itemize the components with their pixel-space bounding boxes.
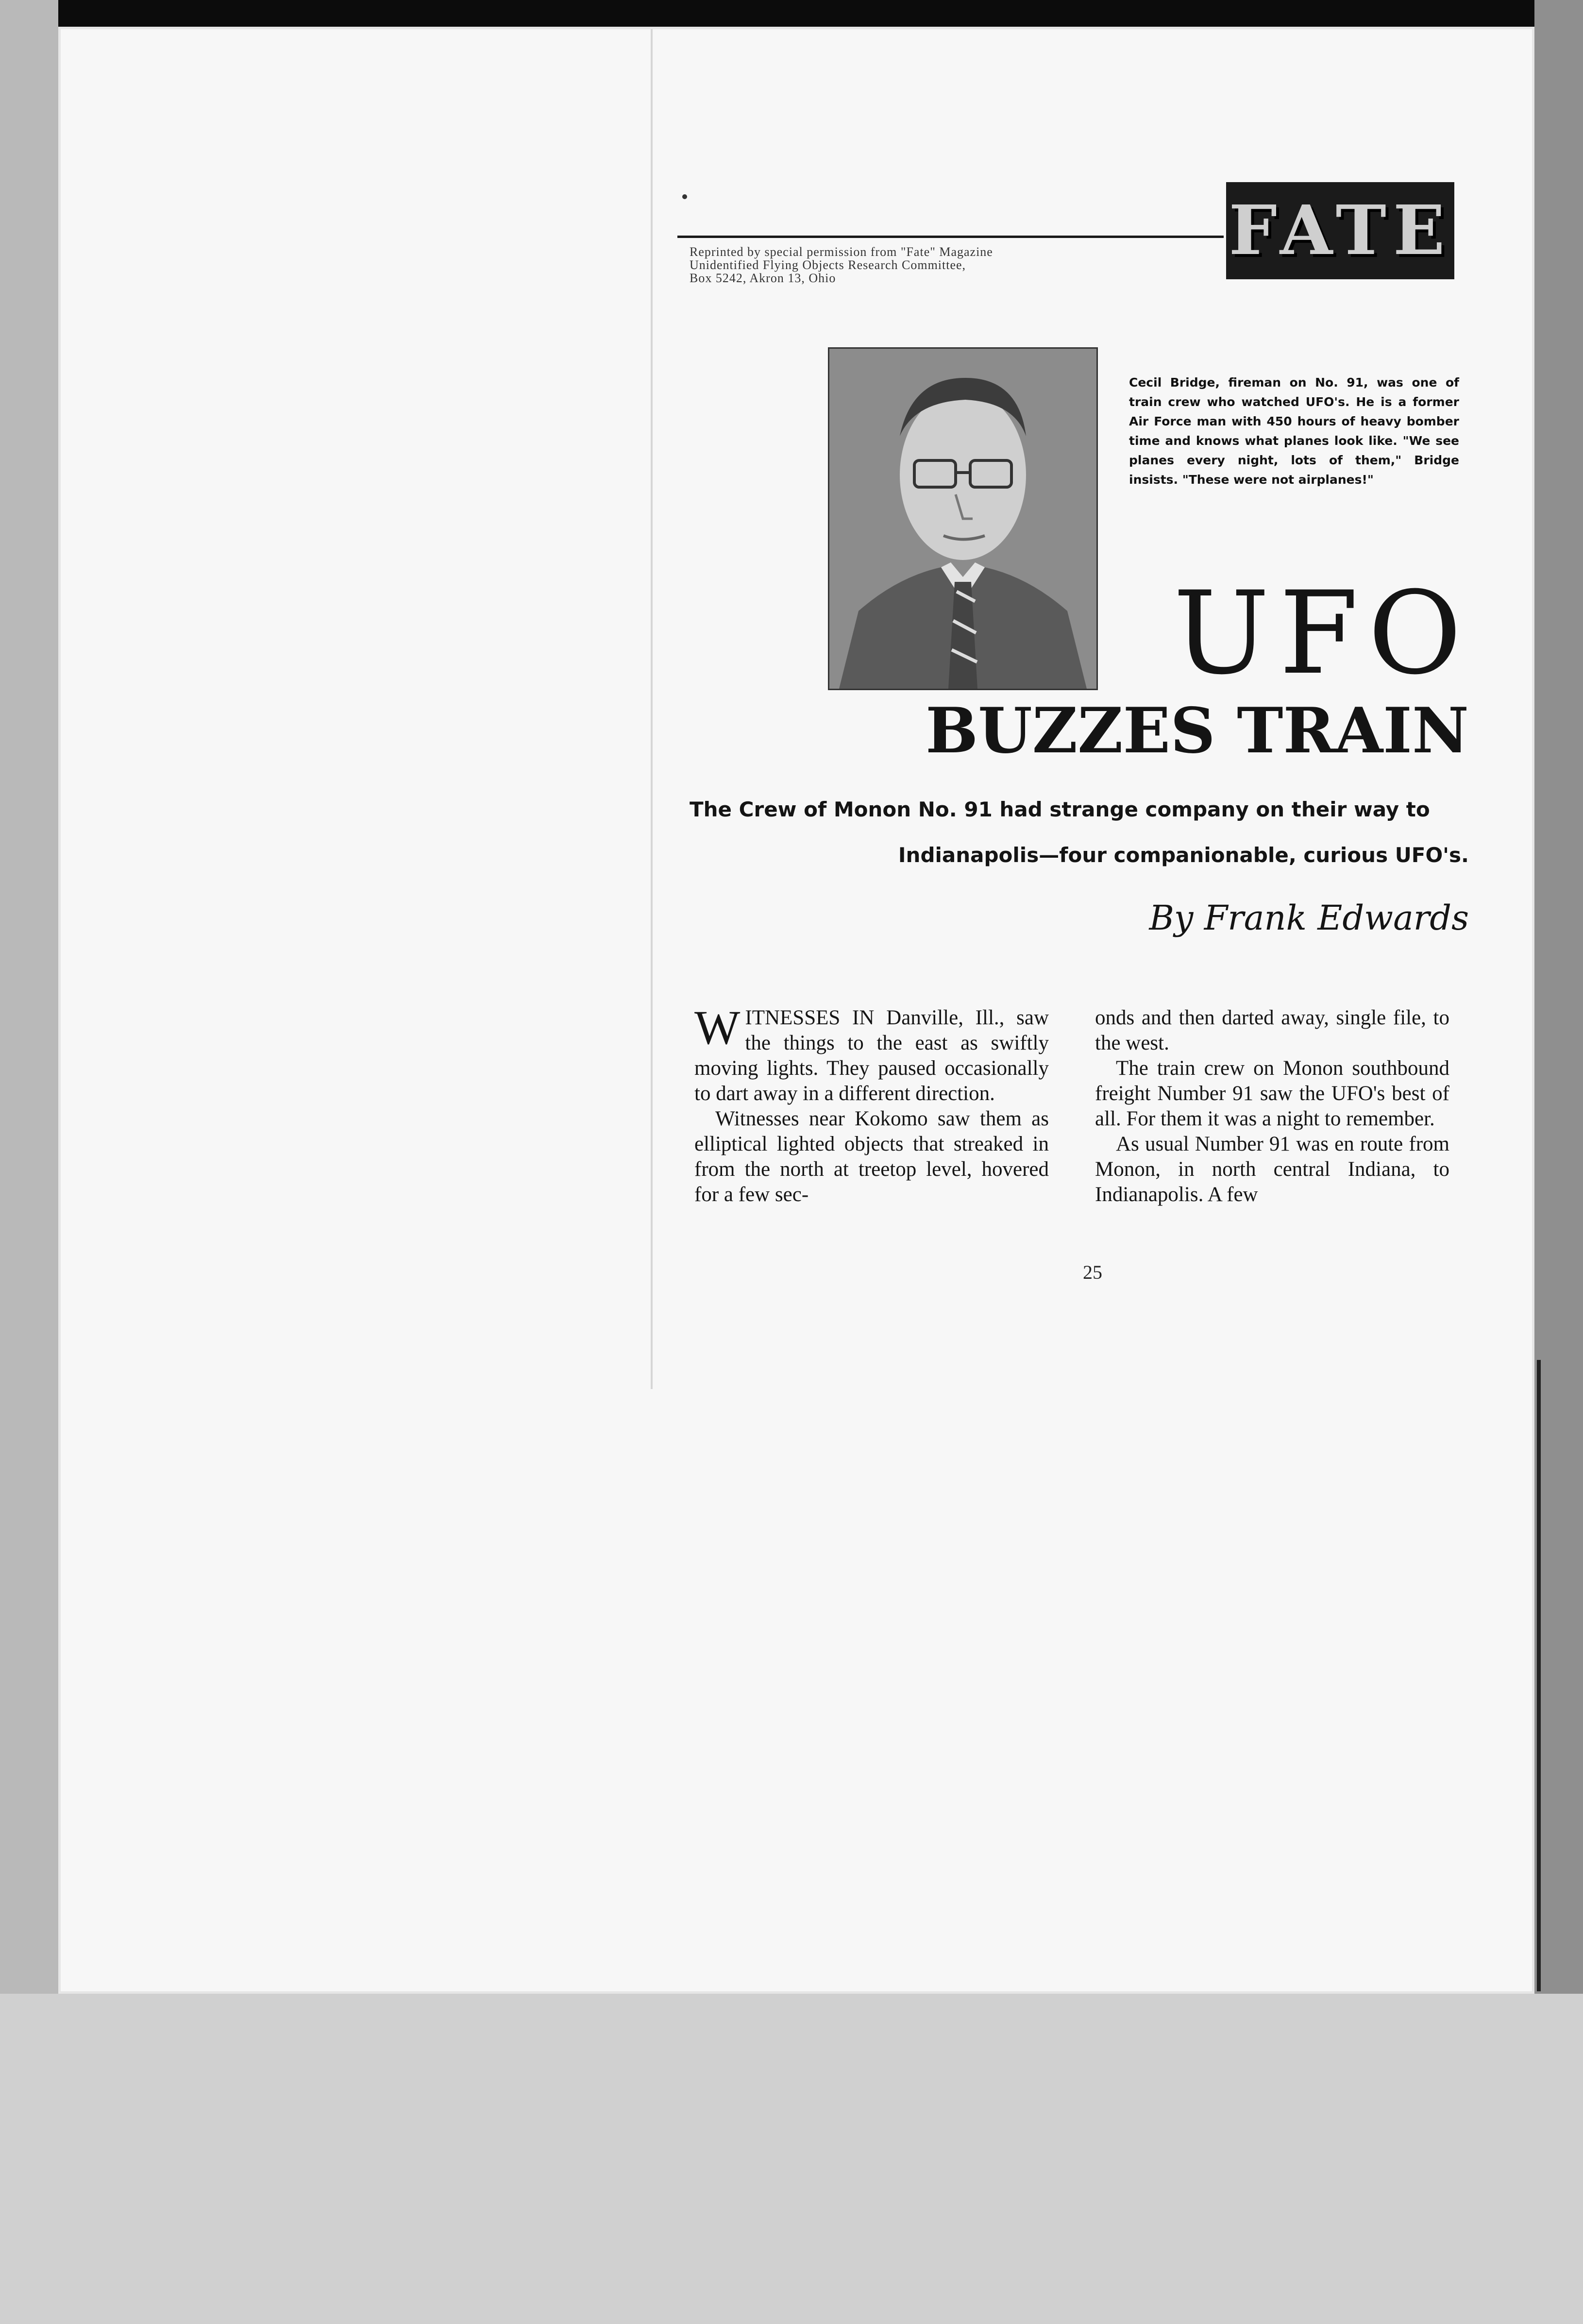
credit-line-3: Box 5242, Akron 13, Ohio [690, 271, 836, 285]
masthead-text: FATE [1229, 191, 1452, 271]
page-number: 25 [1083, 1261, 1102, 1283]
portrait-photo [828, 347, 1098, 690]
film-border-left [0, 0, 58, 2324]
fold-line [651, 29, 653, 1389]
paragraph-3: The train crew on Monon southbound freight Number 91 saw the UFO's best of all. For them it was a night to remember. [1095, 1057, 1449, 1130]
film-border-top [0, 0, 1583, 27]
drop-cap: W [694, 1001, 741, 1054]
headline-buzzes-train: BUZZES TRAIN [925, 695, 1469, 767]
paragraph-2: Witnesses near Kokomo saw them as elliptical lighted objects that streaked in from the north at treetop level, hovered for a few sec- [694, 1107, 1049, 1206]
rule-dot [682, 194, 687, 199]
edge-line [1537, 1360, 1541, 1991]
film-border-bottom [0, 1994, 1583, 2324]
headline-ufo: UFO [1173, 567, 1471, 700]
portrait-illustration [829, 349, 1096, 689]
deck-line-1: The Crew of Monon No. 91 had strange company on their way to [690, 797, 1430, 821]
deck-line-2: Indianapolis—four companionable, curious UFO's. [898, 843, 1469, 867]
header-rule [677, 236, 1224, 238]
paragraph-4: As usual Number 91 was en route from Monon, in north central Indiana, to Indianapolis. A few [1095, 1133, 1449, 1206]
body-column-1 [694, 1001, 1049, 1207]
byline: By Frank Edwards [1149, 898, 1469, 938]
paragraph-1 [694, 1001, 1049, 1106]
paragraph-1-text: ITNESSES IN Danville, Ill., saw the things to the east as swiftly moving lights. They paused occasionally to dart away in a different direction. [694, 1006, 1049, 1105]
article-deck [690, 787, 1469, 878]
reprint-credit [690, 245, 1190, 285]
credit-line-2: Unidentified Flying Objects Research Committee, [690, 258, 966, 272]
film-border-right [1534, 0, 1583, 2324]
credit-line-1: Reprinted by special permission from "Fate" Magazine [690, 245, 993, 259]
fate-masthead [1226, 182, 1454, 279]
photo-caption: Cecil Bridge, fireman on No. 91, was one of train crew who watched UFO's. He is a former Air Force man with 450 hours of heavy bomber time and knows what planes look like. "We see planes every night, lots of them," Bridge insists. "These were not airplanes!" [1129, 375, 1459, 487]
paragraph-2-continued: onds and then darted away, single file, to the west. [1095, 1006, 1449, 1054]
body-column-2 [1095, 1005, 1449, 1207]
